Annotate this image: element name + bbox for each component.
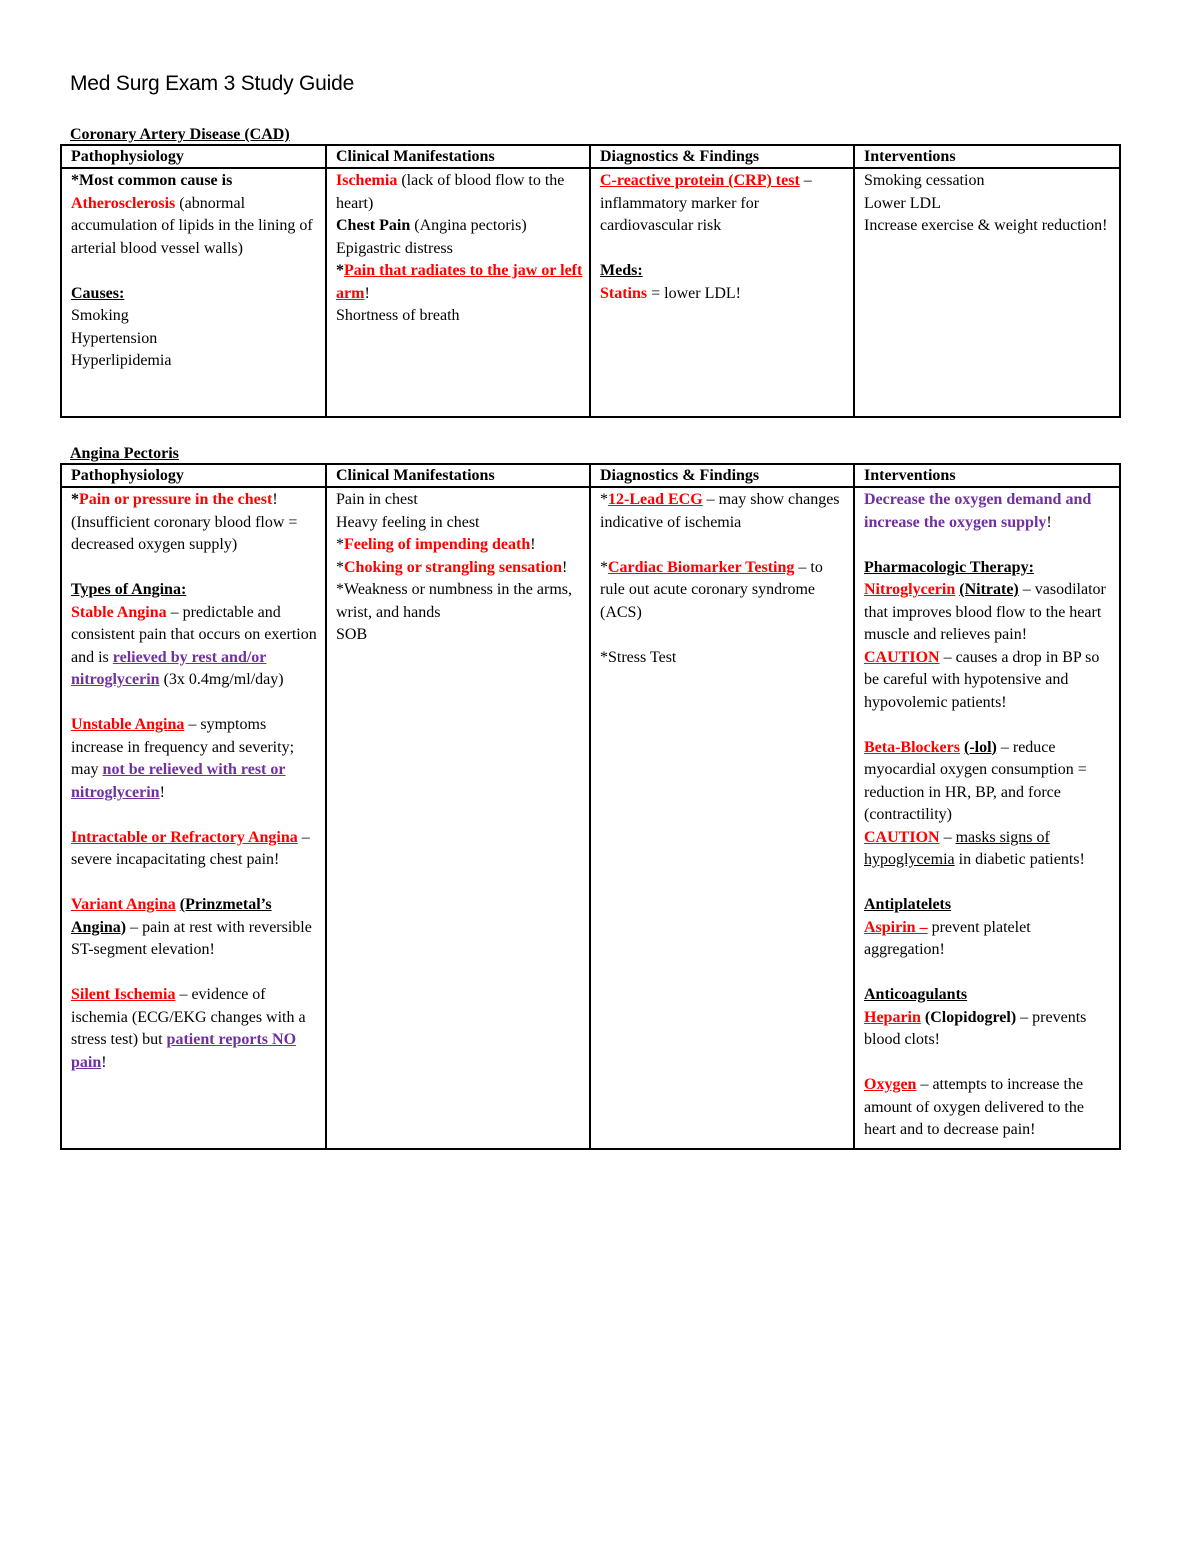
text-run: (lack of blood flow to the heart) bbox=[336, 172, 565, 212]
text-run: Types of Angina: bbox=[71, 581, 187, 598]
text-run: relieved by rest and/or nitroglycerin bbox=[71, 648, 267, 688]
text-run: Ischemia bbox=[336, 172, 398, 189]
text-run: (Clopidogrel) bbox=[924, 1008, 1017, 1026]
table-cell bbox=[854, 487, 1120, 1149]
text-run: Cardiac Biomarker Testing bbox=[608, 558, 795, 576]
cell-line bbox=[864, 489, 1115, 534]
cell-line bbox=[864, 984, 1115, 1007]
text-run: – symptoms increase in frequency and severity; may bbox=[71, 716, 295, 778]
text-run: (Nitrate) bbox=[959, 581, 1019, 598]
table-row bbox=[61, 168, 1120, 417]
cell-line bbox=[71, 984, 321, 1074]
paragraph-gap bbox=[71, 692, 321, 715]
table-row bbox=[61, 487, 1120, 1149]
cell-line bbox=[336, 260, 585, 305]
table-cell bbox=[326, 487, 590, 1149]
cell-line bbox=[71, 579, 321, 602]
cell-line bbox=[864, 193, 1115, 216]
text-run: – severe incapacitating chest pain! bbox=[71, 828, 310, 868]
cell-line bbox=[336, 238, 585, 261]
column-header: Clinical Manifestations bbox=[326, 145, 590, 168]
text-run: Hyperlipidemia bbox=[71, 352, 172, 369]
cell-line bbox=[600, 260, 849, 283]
text-run: Antiplatelets bbox=[864, 896, 952, 913]
text-run: Beta-Blockers bbox=[864, 738, 960, 756]
cell-line bbox=[336, 557, 585, 580]
text-run: Chest Pain bbox=[336, 217, 411, 234]
text-run: – pain at rest with reversible ST-segment elevation! bbox=[71, 918, 312, 958]
section-title: Coronary Artery Disease (CAD) bbox=[70, 126, 290, 143]
text-run: *Most common cause is bbox=[71, 172, 233, 189]
paragraph-gap bbox=[71, 804, 321, 827]
text-run: Meds: bbox=[600, 262, 643, 279]
text-run: Statins bbox=[600, 284, 648, 302]
cell-line bbox=[600, 170, 849, 238]
cell-line bbox=[864, 579, 1115, 647]
cell-line bbox=[864, 170, 1115, 193]
text-run: Nitroglycerin bbox=[864, 581, 956, 598]
text-run: Anticoagulants bbox=[864, 986, 968, 1003]
cell-line bbox=[71, 305, 321, 328]
text-run: (abnormal accumulation of lipids in the lining of arterial blood vessel walls) bbox=[71, 194, 313, 257]
cell-line bbox=[71, 283, 321, 306]
text-run: – predictable and consistent pain that occurs on exertion and is bbox=[71, 603, 317, 666]
angina-table bbox=[60, 463, 1121, 1150]
paragraph-gap bbox=[864, 714, 1115, 737]
cell-line bbox=[71, 714, 321, 804]
column-header: Interventions bbox=[854, 464, 1120, 487]
text-run: Pharmacologic Therapy: bbox=[864, 558, 1034, 576]
cad-table bbox=[60, 144, 1121, 418]
cell-line bbox=[71, 827, 321, 872]
paragraph-gap bbox=[600, 238, 849, 261]
text-run: not be relieved with rest or nitroglycerin bbox=[71, 761, 286, 801]
text-run: ! bbox=[530, 536, 536, 553]
cell-line bbox=[336, 512, 585, 535]
column-header: Diagnostics & Findings bbox=[590, 464, 854, 487]
text-run: * bbox=[600, 558, 608, 576]
text-run: Variant Angina bbox=[71, 896, 176, 913]
text-run: * bbox=[336, 558, 344, 576]
cell-line bbox=[864, 647, 1115, 715]
column-header: Pathophysiology bbox=[61, 145, 326, 168]
cell-line bbox=[864, 1007, 1115, 1052]
cell-line bbox=[71, 170, 321, 193]
cell-line bbox=[864, 215, 1115, 238]
cell-line bbox=[864, 894, 1115, 917]
cell-line bbox=[336, 534, 585, 557]
table-cell bbox=[326, 168, 590, 417]
paragraph-gap bbox=[71, 872, 321, 895]
text-run: ! bbox=[561, 558, 568, 576]
paragraph-gap bbox=[71, 962, 321, 985]
text-run: (Angina pectoris) bbox=[410, 217, 527, 234]
text-run: Feeling of impending death bbox=[344, 536, 531, 553]
text-run: Pain or pressure in the chest bbox=[79, 491, 273, 508]
text-run: in diabetic patients! bbox=[954, 851, 1085, 868]
column-header: Clinical Manifestations bbox=[326, 464, 590, 487]
text-run: * bbox=[600, 491, 608, 508]
text-run: CAUTION bbox=[864, 828, 940, 846]
text-run: (-lol) bbox=[963, 738, 997, 756]
table-cell bbox=[61, 168, 326, 417]
cell-line bbox=[71, 512, 321, 557]
text-run: prevent platelet aggregation! bbox=[864, 918, 1031, 958]
header-row bbox=[61, 145, 1120, 168]
text-run: ! bbox=[272, 491, 278, 508]
column-header: Diagnostics & Findings bbox=[590, 145, 854, 168]
text-run: masks signs of hypoglycemia bbox=[864, 828, 1050, 868]
cell-line bbox=[864, 917, 1115, 962]
text-run: SOB bbox=[336, 626, 368, 643]
text-run: – to rule out acute coronary syndrome (ACS) bbox=[600, 558, 823, 621]
text-run: *Weakness or numbness in the arms, wrist, and hands bbox=[336, 581, 572, 621]
document-title: Med Surg Exam 3 Study Guide bbox=[70, 72, 355, 95]
paragraph-gap bbox=[864, 872, 1115, 895]
text-run: – evidence of ischemia (ECG/EKG changes with a stress test) but bbox=[71, 986, 306, 1048]
text-run: Pain in chest bbox=[336, 491, 418, 508]
text-run: Decrease the oxygen demand and increase the oxygen supply bbox=[864, 491, 1092, 531]
text-run: Pain that radiates to the jaw or left arm bbox=[336, 262, 583, 302]
text-run: – prevents blood clots! bbox=[864, 1008, 1087, 1048]
text-run: – inflammatory marker for cardiovascular risk bbox=[600, 172, 812, 234]
cell-line bbox=[336, 489, 585, 512]
cell-line bbox=[71, 489, 321, 512]
text-run: * bbox=[71, 491, 79, 508]
table-cell bbox=[854, 168, 1120, 417]
text-run: = lower LDL! bbox=[647, 284, 742, 302]
cell-line bbox=[71, 602, 321, 692]
paragraph-gap bbox=[864, 1052, 1115, 1075]
paragraph-gap bbox=[864, 962, 1115, 985]
text-run: (Prinzmetal’s Angina) bbox=[71, 896, 272, 936]
text-run: Heparin bbox=[864, 1008, 921, 1026]
cell-line bbox=[71, 350, 321, 373]
text-run: Smoking cessation bbox=[864, 172, 985, 189]
text-run: Intractable or Refractory Angina bbox=[71, 828, 298, 846]
text-run: * bbox=[336, 536, 344, 553]
text-run: ! bbox=[364, 284, 370, 302]
text-run: – attempts to increase the amount of oxygen delivered to the heart and to decrease pain! bbox=[864, 1076, 1084, 1138]
text-run: Choking or strangling sensation bbox=[344, 558, 562, 576]
table-cell bbox=[590, 168, 854, 417]
cell-line bbox=[600, 283, 849, 306]
text-run: CAUTION bbox=[864, 648, 940, 666]
text-run: C-reactive protein (CRP) test bbox=[600, 172, 800, 189]
header-row bbox=[61, 464, 1120, 487]
text-run: – causes a drop in BP so be careful with hypotensive and hypovolemic patients! bbox=[864, 648, 1100, 711]
text-run: Atherosclerosis bbox=[71, 194, 176, 212]
text-run: Smoking bbox=[71, 307, 129, 324]
cell-line bbox=[600, 489, 849, 534]
text-run: Aspirin – bbox=[864, 918, 928, 936]
text-run: – vasodilator that improves blood flow to the heart muscle and relieves pain! bbox=[864, 581, 1106, 643]
cell-line bbox=[864, 827, 1115, 872]
cell-line bbox=[336, 579, 585, 624]
paragraph-gap bbox=[71, 260, 321, 283]
cell-line bbox=[336, 215, 585, 238]
table-cell bbox=[61, 487, 326, 1149]
paragraph-gap bbox=[864, 534, 1115, 557]
text-run: ! bbox=[159, 783, 165, 801]
angina-section bbox=[60, 444, 1119, 1150]
paragraph-gap bbox=[71, 557, 321, 580]
column-header: Interventions bbox=[854, 145, 1120, 168]
section-title: Angina Pectoris bbox=[70, 445, 179, 462]
text-run: Epigastric distress bbox=[336, 239, 453, 257]
cell-line bbox=[336, 624, 585, 647]
table-cell bbox=[590, 487, 854, 1149]
column-header: Pathophysiology bbox=[61, 464, 326, 487]
text-run: Hypertension bbox=[71, 329, 158, 347]
cell-line bbox=[336, 170, 585, 215]
cell-line bbox=[71, 894, 321, 962]
text-run: Unstable Angina bbox=[71, 716, 185, 733]
cell-line bbox=[864, 1074, 1115, 1142]
text-run: 12-Lead ECG bbox=[608, 491, 703, 508]
paragraph-gap bbox=[600, 624, 849, 647]
text-run: (Insufficient coronary blood flow = decreased oxygen supply) bbox=[71, 513, 298, 553]
cad-section bbox=[60, 125, 1119, 418]
paragraph-gap bbox=[600, 534, 849, 557]
cell-line bbox=[71, 193, 321, 261]
cell-line bbox=[71, 328, 321, 351]
cell-line bbox=[600, 647, 849, 670]
text-run: Causes: bbox=[71, 284, 125, 302]
cell-line bbox=[336, 305, 585, 328]
text-run: Lower LDL bbox=[864, 194, 941, 212]
text-run: – may show changes indicative of ischemia bbox=[600, 491, 840, 531]
text-run: Stable Angina bbox=[71, 603, 167, 621]
text-run: * bbox=[336, 262, 344, 279]
text-run: patient reports NO pain bbox=[71, 1031, 297, 1071]
text-run: Shortness of breath bbox=[336, 307, 460, 324]
cell-line bbox=[864, 557, 1115, 580]
text-run: – bbox=[939, 828, 956, 846]
text-run: Heavy feeling in chest bbox=[336, 513, 480, 531]
text-run: ! bbox=[1046, 513, 1052, 531]
text-run: – reduce myocardial oxygen consumption = reduction in HR, BP, and force (contractility) bbox=[864, 738, 1087, 823]
text-run: ! bbox=[101, 1053, 107, 1071]
text-run: Increase exercise & weight reduction! bbox=[864, 217, 1108, 234]
cell-line bbox=[600, 557, 849, 625]
cell-line bbox=[864, 737, 1115, 827]
text-run: Silent Ischemia bbox=[71, 986, 176, 1003]
text-run: *Stress Test bbox=[600, 648, 677, 666]
text-run: (3x 0.4mg/ml/day) bbox=[159, 671, 284, 688]
text-run: Oxygen bbox=[864, 1076, 917, 1093]
